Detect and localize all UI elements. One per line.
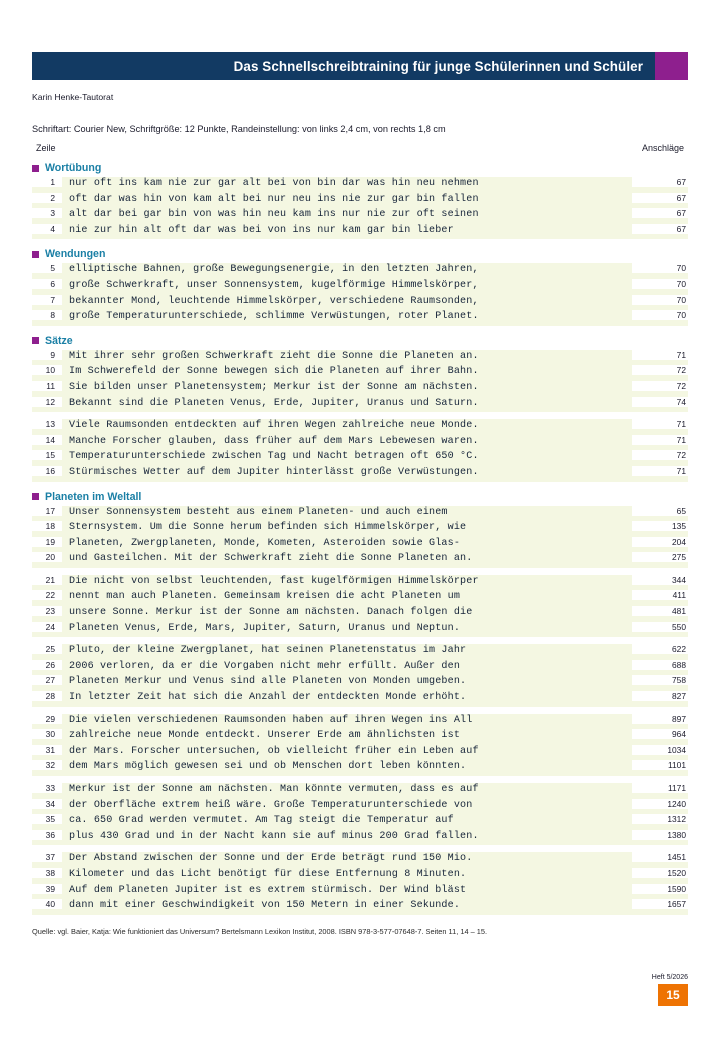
issue-label: Heft 5/2026: [651, 974, 688, 981]
stroke-count: 481: [632, 606, 688, 616]
exercise-text: große Schwerkraft, unser Sonnensystem, kugelförmige Himmelskörper,: [69, 279, 479, 291]
exercise-line: [32, 263, 688, 279]
column-headers: [32, 143, 688, 153]
exercise-line: [32, 729, 688, 745]
section-heading: [32, 491, 688, 503]
line-number: 23: [32, 606, 62, 616]
line-number: 31: [32, 745, 62, 755]
exercise-text: Im Schwerefeld der Sonne bewegen sich die Planeten auf ihrer Bahn.: [69, 366, 479, 378]
line-number: 19: [32, 537, 62, 547]
stroke-count: 1590: [632, 884, 688, 894]
stroke-count: 67: [632, 224, 688, 234]
line-number: 8: [32, 310, 62, 320]
exercise-line: [32, 552, 688, 568]
block-spacer: [32, 568, 688, 575]
exercise-block: [32, 575, 688, 637]
line-number: 24: [32, 622, 62, 632]
exercise-text: Sternsystem. Um die Sonne herum befinden sich Himmelskörper, wie: [69, 522, 467, 534]
exercise-block: [32, 419, 688, 481]
stroke-count: 71: [632, 435, 688, 445]
exercise-line: [32, 799, 688, 815]
exercise-line: [32, 691, 688, 707]
stroke-count: 1101: [632, 760, 688, 770]
stroke-count: 67: [632, 193, 688, 203]
exercise-block: [32, 783, 688, 845]
exercise-line: [32, 675, 688, 691]
exercise-line: [32, 644, 688, 660]
page-number: 15: [658, 984, 688, 1006]
exercise-text: Die nicht von selbst leuchtenden, fast kugelförmigen Himmelskörper: [69, 575, 479, 587]
exercise-text: alt dar bei gar bin von was hin neu kam ins nur nie zur oft seinen: [69, 209, 479, 221]
line-number: 1: [32, 177, 62, 187]
square-bullet-icon: [32, 251, 39, 258]
exercise-text: nie zur hin alt oft dar was bei von ins nur kam gar bin lieber: [69, 224, 454, 236]
page-header: [32, 52, 688, 80]
exercise-line: [32, 310, 688, 326]
exercise-line: [32, 575, 688, 591]
section-heading-label: Wortübung: [45, 162, 102, 174]
exercise-text: Planeten, Zwergplaneten, Monde, Kometen, Asteroiden sowie Glas-: [69, 537, 461, 549]
square-bullet-icon: [32, 165, 39, 172]
stroke-count: 897: [632, 714, 688, 724]
square-bullet-icon: [32, 337, 39, 344]
exercise-text: zahlreiche neue Monde entdeckt. Unserer Erde am ähnlichsten ist: [69, 730, 461, 742]
exercise-line: [32, 537, 688, 553]
section-heading: [32, 248, 688, 260]
line-number: 9: [32, 350, 62, 360]
exercise-text: nur oft ins kam nie zur gar alt bei von bin dar was hin neu nehmen: [69, 178, 479, 189]
stroke-count: 204: [632, 537, 688, 547]
block-spacer: [32, 412, 688, 419]
column-header-line: Zeile: [36, 143, 56, 153]
exercise-line: [32, 450, 688, 466]
square-bullet-icon: [32, 493, 39, 500]
line-number: 2: [32, 193, 62, 203]
typing-settings: Schriftart: Courier New, Schriftgröße: 12 Punkte, Randeinstellung: von links 2,4 cm, von rechts 1,8 cm: [32, 124, 446, 134]
exercise-text: und Gasteilchen. Mit der Schwerkraft zieht die Sonne Planeten an.: [69, 553, 473, 565]
source-note: Quelle: vgl. Baier, Katja: Wie funktioniert das Universum? Bertelsmann Lexikon Institut, 2008. ISBN 978-3-577-07648-7. Seiten 11, 14 – 15.: [32, 926, 488, 936]
exercise-block: [32, 506, 688, 568]
exercise-text: Bekannt sind die Planeten Venus, Erde, Jupiter, Uranus und Saturn.: [69, 397, 479, 409]
stroke-count: 1171: [632, 783, 688, 793]
exercise-text: Mit ihrer sehr großen Schwerkraft zieht die Sonne die Planeten an.: [69, 350, 479, 362]
exercise-text: Temperaturunterschiede zwischen Tag und Nacht betragen oft 650 °C.: [69, 451, 479, 463]
line-number: 4: [32, 224, 62, 234]
section-heading: [32, 162, 688, 174]
exercise-line: [32, 622, 688, 638]
exercise-text: bekannter Mond, leuchtende Himmelskörper, verschiedene Raumsonden,: [69, 295, 479, 307]
line-number: 6: [32, 279, 62, 289]
exercise-line: [32, 868, 688, 884]
stroke-count: 65: [632, 506, 688, 516]
stroke-count: 72: [632, 381, 688, 391]
line-number: 14: [32, 435, 62, 445]
line-number: 3: [32, 208, 62, 218]
stroke-count: 72: [632, 450, 688, 460]
section-heading: [32, 335, 688, 347]
exercise-text: In letzter Zeit hat sich die Anzahl der entdeckten Monde erhöht.: [69, 692, 467, 704]
section-heading-label: Planeten im Weltall: [45, 490, 142, 503]
exercise-line: [32, 660, 688, 676]
exercise-text: unsere Sonne. Merkur ist der Sonne am nächsten. Danach folgen die: [69, 607, 473, 619]
block-spacer: [32, 707, 688, 714]
exercise-line: [32, 521, 688, 537]
header-accent-block: [655, 52, 688, 80]
stroke-count: 74: [632, 397, 688, 407]
line-number: 26: [32, 660, 62, 670]
exercise-text: 2006 verloren, da er die Vorgaben nicht mehr erfüllt. Außer den: [69, 660, 461, 672]
exercise-line: [32, 466, 688, 482]
exercise-text: dann mit einer Geschwindigkeit von 150 Metern in einer Sekunde.: [69, 900, 461, 912]
line-number: 35: [32, 814, 62, 824]
exercise-line: [32, 419, 688, 435]
line-number: 5: [32, 263, 62, 273]
exercise-line: [32, 884, 688, 900]
exercise-line: [32, 381, 688, 397]
document-page: [0, 52, 720, 1044]
line-number: 21: [32, 575, 62, 585]
exercise-text: Die vielen verschiedenen Raumsonden haben auf ihren Wegen ins All: [69, 714, 473, 726]
exercise-block: [32, 852, 688, 914]
stroke-count: 275: [632, 552, 688, 562]
stroke-count: 550: [632, 622, 688, 632]
line-number: 27: [32, 675, 62, 685]
exercise-line: [32, 208, 688, 224]
author-name: Karin Henke-Tautorat: [32, 92, 114, 102]
stroke-count: 1312: [632, 814, 688, 824]
stroke-count: 70: [632, 279, 688, 289]
exercise-block: [32, 644, 688, 706]
exercise-text: der Mars. Forscher untersuchen, ob vielleicht früher ein Leben auf: [69, 745, 479, 757]
exercise-block: [32, 714, 688, 776]
exercise-text: plus 430 Grad und in der Nacht kann sie auf minus 200 Grad fallen.: [69, 830, 479, 842]
stroke-count: 67: [632, 177, 688, 187]
stroke-count: 758: [632, 675, 688, 685]
exercise-line: [32, 745, 688, 761]
block-spacer: [32, 637, 688, 644]
stroke-count: 964: [632, 729, 688, 739]
page-footer: [652, 974, 688, 1006]
exercise-line: [32, 783, 688, 799]
exercise-text: Merkur ist der Sonne am nächsten. Man könnte vermuten, dass es auf: [69, 784, 479, 795]
exercise-line: [32, 814, 688, 830]
line-number: 17: [32, 506, 62, 516]
line-number: 36: [32, 830, 62, 840]
stroke-count: 688: [632, 660, 688, 670]
exercise-line: [32, 224, 688, 240]
section-heading-label: Sätze: [45, 334, 73, 347]
exercise-line: [32, 760, 688, 776]
stroke-count: 1657: [632, 899, 688, 909]
stroke-count: 70: [632, 263, 688, 273]
exercise-text: dem Mars möglich gewesen sei und ob Menschen dort leben könnten.: [69, 761, 467, 773]
exercise-line: [32, 714, 688, 730]
exercise-block: [32, 350, 688, 412]
page-title: Das Schnellschreibtraining für junge Schülerinnen und Schüler: [233, 58, 643, 74]
exercise-text: Stürmisches Wetter auf dem Jupiter hinterlässt große Verwüstungen.: [69, 466, 479, 478]
sections-container: [32, 162, 688, 915]
exercise-text: Sie bilden unser Planetensystem; Merkur ist der Sonne am nächsten.: [69, 381, 479, 393]
line-number: 37: [32, 852, 62, 862]
stroke-count: 71: [632, 350, 688, 360]
exercise-text: Kilometer und das Licht benötigt für diese Entfernung 8 Minuten.: [69, 868, 467, 880]
line-number: 34: [32, 799, 62, 809]
exercise-text: Unser Sonnensystem besteht aus einem Planeten- und auch einem: [69, 506, 448, 518]
exercise-text: Viele Raumsonden entdeckten auf ihren Wegen zahlreiche neue Monde.: [69, 420, 479, 432]
exercise-line: [32, 177, 688, 193]
exercise-line: [32, 365, 688, 381]
line-number: 39: [32, 884, 62, 894]
line-number: 13: [32, 419, 62, 429]
line-number: 38: [32, 868, 62, 878]
stroke-count: 622: [632, 644, 688, 654]
exercise-text: Der Abstand zwischen der Sonne und der Erde beträgt rund 150 Mio.: [69, 853, 473, 865]
line-number: 18: [32, 521, 62, 531]
stroke-count: 71: [632, 466, 688, 476]
stroke-count: 1240: [632, 799, 688, 809]
line-number: 25: [32, 644, 62, 654]
column-header-strokes: Anschläge: [641, 143, 684, 153]
exercise-text: elliptische Bahnen, große Bewegungsenergie, in den letzten Jahren,: [69, 264, 479, 276]
section-heading-label: Wendungen: [45, 248, 106, 261]
exercise-line: [32, 606, 688, 622]
exercise-text: große Temperaturunterschiede, schlimme Verwüstungen, roter Planet.: [69, 311, 479, 323]
line-number: 30: [32, 729, 62, 739]
exercise-text: der Oberfläche extrem heiß wäre. Große Temperaturunterschiede von: [69, 799, 473, 811]
line-number: 20: [32, 552, 62, 562]
exercise-line: [32, 590, 688, 606]
exercise-line: [32, 397, 688, 413]
exercise-line: [32, 899, 688, 915]
exercise-text: Auf dem Planeten Jupiter ist es extrem stürmisch. Der Wind bläst: [69, 884, 467, 896]
line-number: 12: [32, 397, 62, 407]
block-spacer: [32, 845, 688, 852]
stroke-count: 1034: [632, 745, 688, 755]
exercise-line: [32, 279, 688, 295]
stroke-count: 67: [632, 208, 688, 218]
line-number: 33: [32, 783, 62, 793]
line-number: 29: [32, 714, 62, 724]
stroke-count: 72: [632, 365, 688, 375]
exercise-line: [32, 295, 688, 311]
exercise-line: [32, 193, 688, 209]
exercise-text: oft dar was hin von kam alt bei nur neu ins nie zur gar bin fallen: [69, 193, 479, 205]
line-number: 16: [32, 466, 62, 476]
line-number: 32: [32, 760, 62, 770]
exercise-line: [32, 830, 688, 846]
exercise-text: Pluto, der kleine Zwergplanet, hat seinen Planetenstatus im Jahr: [69, 645, 467, 657]
exercise-line: [32, 852, 688, 868]
line-number: 10: [32, 365, 62, 375]
line-number: 40: [32, 899, 62, 909]
stroke-count: 411: [632, 590, 688, 600]
block-spacer: [32, 776, 688, 783]
stroke-count: 71: [632, 419, 688, 429]
stroke-count: 70: [632, 310, 688, 320]
stroke-count: 344: [632, 575, 688, 585]
stroke-count: 1451: [632, 852, 688, 862]
line-number: 7: [32, 295, 62, 305]
stroke-count: 1380: [632, 830, 688, 840]
exercise-text: Planeten Venus, Erde, Mars, Jupiter, Saturn, Uranus und Neptun.: [69, 622, 461, 634]
exercise-block: [32, 263, 688, 325]
stroke-count: 827: [632, 691, 688, 701]
exercise-text: Manche Forscher glauben, dass früher auf dem Mars Lebewesen waren.: [69, 435, 479, 447]
exercise-line: [32, 506, 688, 522]
exercise-line: [32, 350, 688, 366]
line-number: 22: [32, 590, 62, 600]
exercise-text: Planeten Merkur und Venus sind alle Planeten von Monden umgeben.: [69, 676, 467, 688]
header-title-bar: [32, 52, 655, 80]
exercise-text: nennt man auch Planeten. Gemeinsam kreisen die acht Planeten um: [69, 591, 461, 603]
stroke-count: 70: [632, 295, 688, 305]
line-number: 28: [32, 691, 62, 701]
stroke-count: 135: [632, 521, 688, 531]
exercise-text: ca. 650 Grad werden vermutet. Am Tag steigt die Temperatur auf: [69, 815, 454, 827]
stroke-count: 1520: [632, 868, 688, 878]
exercise-block: [32, 177, 688, 239]
line-number: 15: [32, 450, 62, 460]
line-number: 11: [32, 381, 62, 391]
exercise-line: [32, 435, 688, 451]
